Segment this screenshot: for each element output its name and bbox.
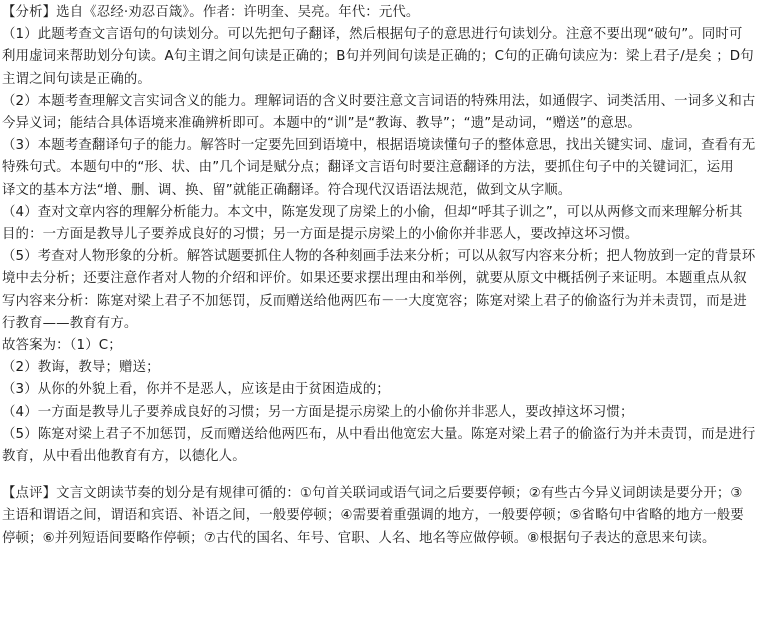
answer-line: 故答案为：（1）C； xyxy=(2,338,122,354)
analysis-line: 写内容来分析：陈寔对梁上君子不加惩罚，反而赠送给他两匹布－一大度宽容；陈寔对梁上君子的偷盗行为并未责罚，而是进 xyxy=(2,293,747,309)
analysis-line: 行教育——教育有方。 xyxy=(2,315,138,331)
analysis-section xyxy=(2,2,776,468)
comment-heading: 【点评】文言文朗读节奏的划分是有规律可循的：①句首关联词或语气词之后要要停顿；②有些古今异义词朗读是要分开；③ xyxy=(2,486,743,502)
analysis-line: 利用虚词来帮助划分句读。A句主谓之间句读是正确的；B句并列间句读是正确的；C句的正确句读应为：梁上君子/是矣 ；D句 xyxy=(2,49,754,65)
comment-line: 停顿；⑥并列短语间要略作停顿；⑦古代的国名、年号、官职、人名、地名等应做停顿。⑧根据句子表达的意思来句读。 xyxy=(2,530,716,546)
comment-line: 主语和谓语之间，谓语和宾语、补语之间，一般要停顿；④需要着重强调的地方，一般要停顿；⑤省略句中省略的地方一般要 xyxy=(2,508,744,524)
section-gap xyxy=(2,468,776,483)
analysis-line: 特殊句式。本题句中的“形、状、由”几个词是赋分点；翻译文言语句时要注意翻译的方法，要抓住句子中的关键词汇，运用 xyxy=(2,160,734,176)
answer-line: （3）从你的外貌上看，你并不是恶人，应该是由于贫困造成的； xyxy=(2,382,390,398)
analysis-line: （5）考查对人物形象的分析。解答试题要抓住人物的各种刻画手法来分析；可以从叙写内容来分析；把人物放到一定的背景环 xyxy=(2,249,756,265)
analysis-line: （2）本题考查理解文言实词含义的能力。理解词语的含义时要注意文言词语的特殊用法，如通假字、词类活用、一词多义和古 xyxy=(2,93,756,109)
analysis-line: 目的：一方面是教导儿子要养成良好的习惯；另一方面是提示房梁上的小偷你并非恶人，要改掉这坏习惯。 xyxy=(2,227,639,243)
answer-line: （4）一方面是教导儿子要养成良好的习惯；另一方面是提示房梁上的小偷你并非恶人，要改掉这坏习惯； xyxy=(2,404,634,420)
analysis-line: （3）本题考查翻译句子的能力。解答时一定要先回到语境中，根据语境读懂句子的整体意思，找出关键实词、虚词，查看有无 xyxy=(2,138,756,154)
analysis-line: 译文的基本方法“增、删、调、换、留”就能正确翻译。符合现代汉语语法规范，做到文从字顺。 xyxy=(2,182,572,198)
analysis-line: （4）查对文章内容的理解分析能力。本文中，陈寔发现了房梁上的小偷，但却“呼其子训之”，可以从两修文而来理解分析其 xyxy=(2,204,743,220)
analysis-line: 今异义词；能结合具体语境来准确辨析即可。本题中的“训”是“教诲、教导”；“遗”是动词，“赠送”的意思。 xyxy=(2,116,641,132)
answer-line: （2）教诲，教导；赠送； xyxy=(2,360,160,376)
answer-line: 教育，从中看出他教育有方，以德化人。 xyxy=(2,449,246,465)
document-page xyxy=(2,2,776,550)
answer-line: （5）陈寔对梁上君子不加惩罚，反而赠送给他两匹布，从中看出他宽宏大量。陈寔对梁上君子的偷盗行为并未责罚，而是进行 xyxy=(2,426,756,442)
analysis-line: 主谓之间句读是正确的。 xyxy=(2,71,151,87)
analysis-heading: 【分析】选自《忍经·劝忍百箴》。作者：许明奎、吴亮。年代：元代。 xyxy=(2,5,420,20)
comment-section xyxy=(2,483,776,550)
analysis-line: 境中去分析；还要注意作者对人物的介绍和评价。如果还要求摆出理由和举例，就要从原文中概括例子来证明。本题重点从叙 xyxy=(2,271,747,287)
analysis-line: （1）此题考查文言语句的句读划分。可以先把句子翻译，然后根据句子的意思进行句读划分。注意不要出现“破句”。同时可 xyxy=(2,27,743,43)
